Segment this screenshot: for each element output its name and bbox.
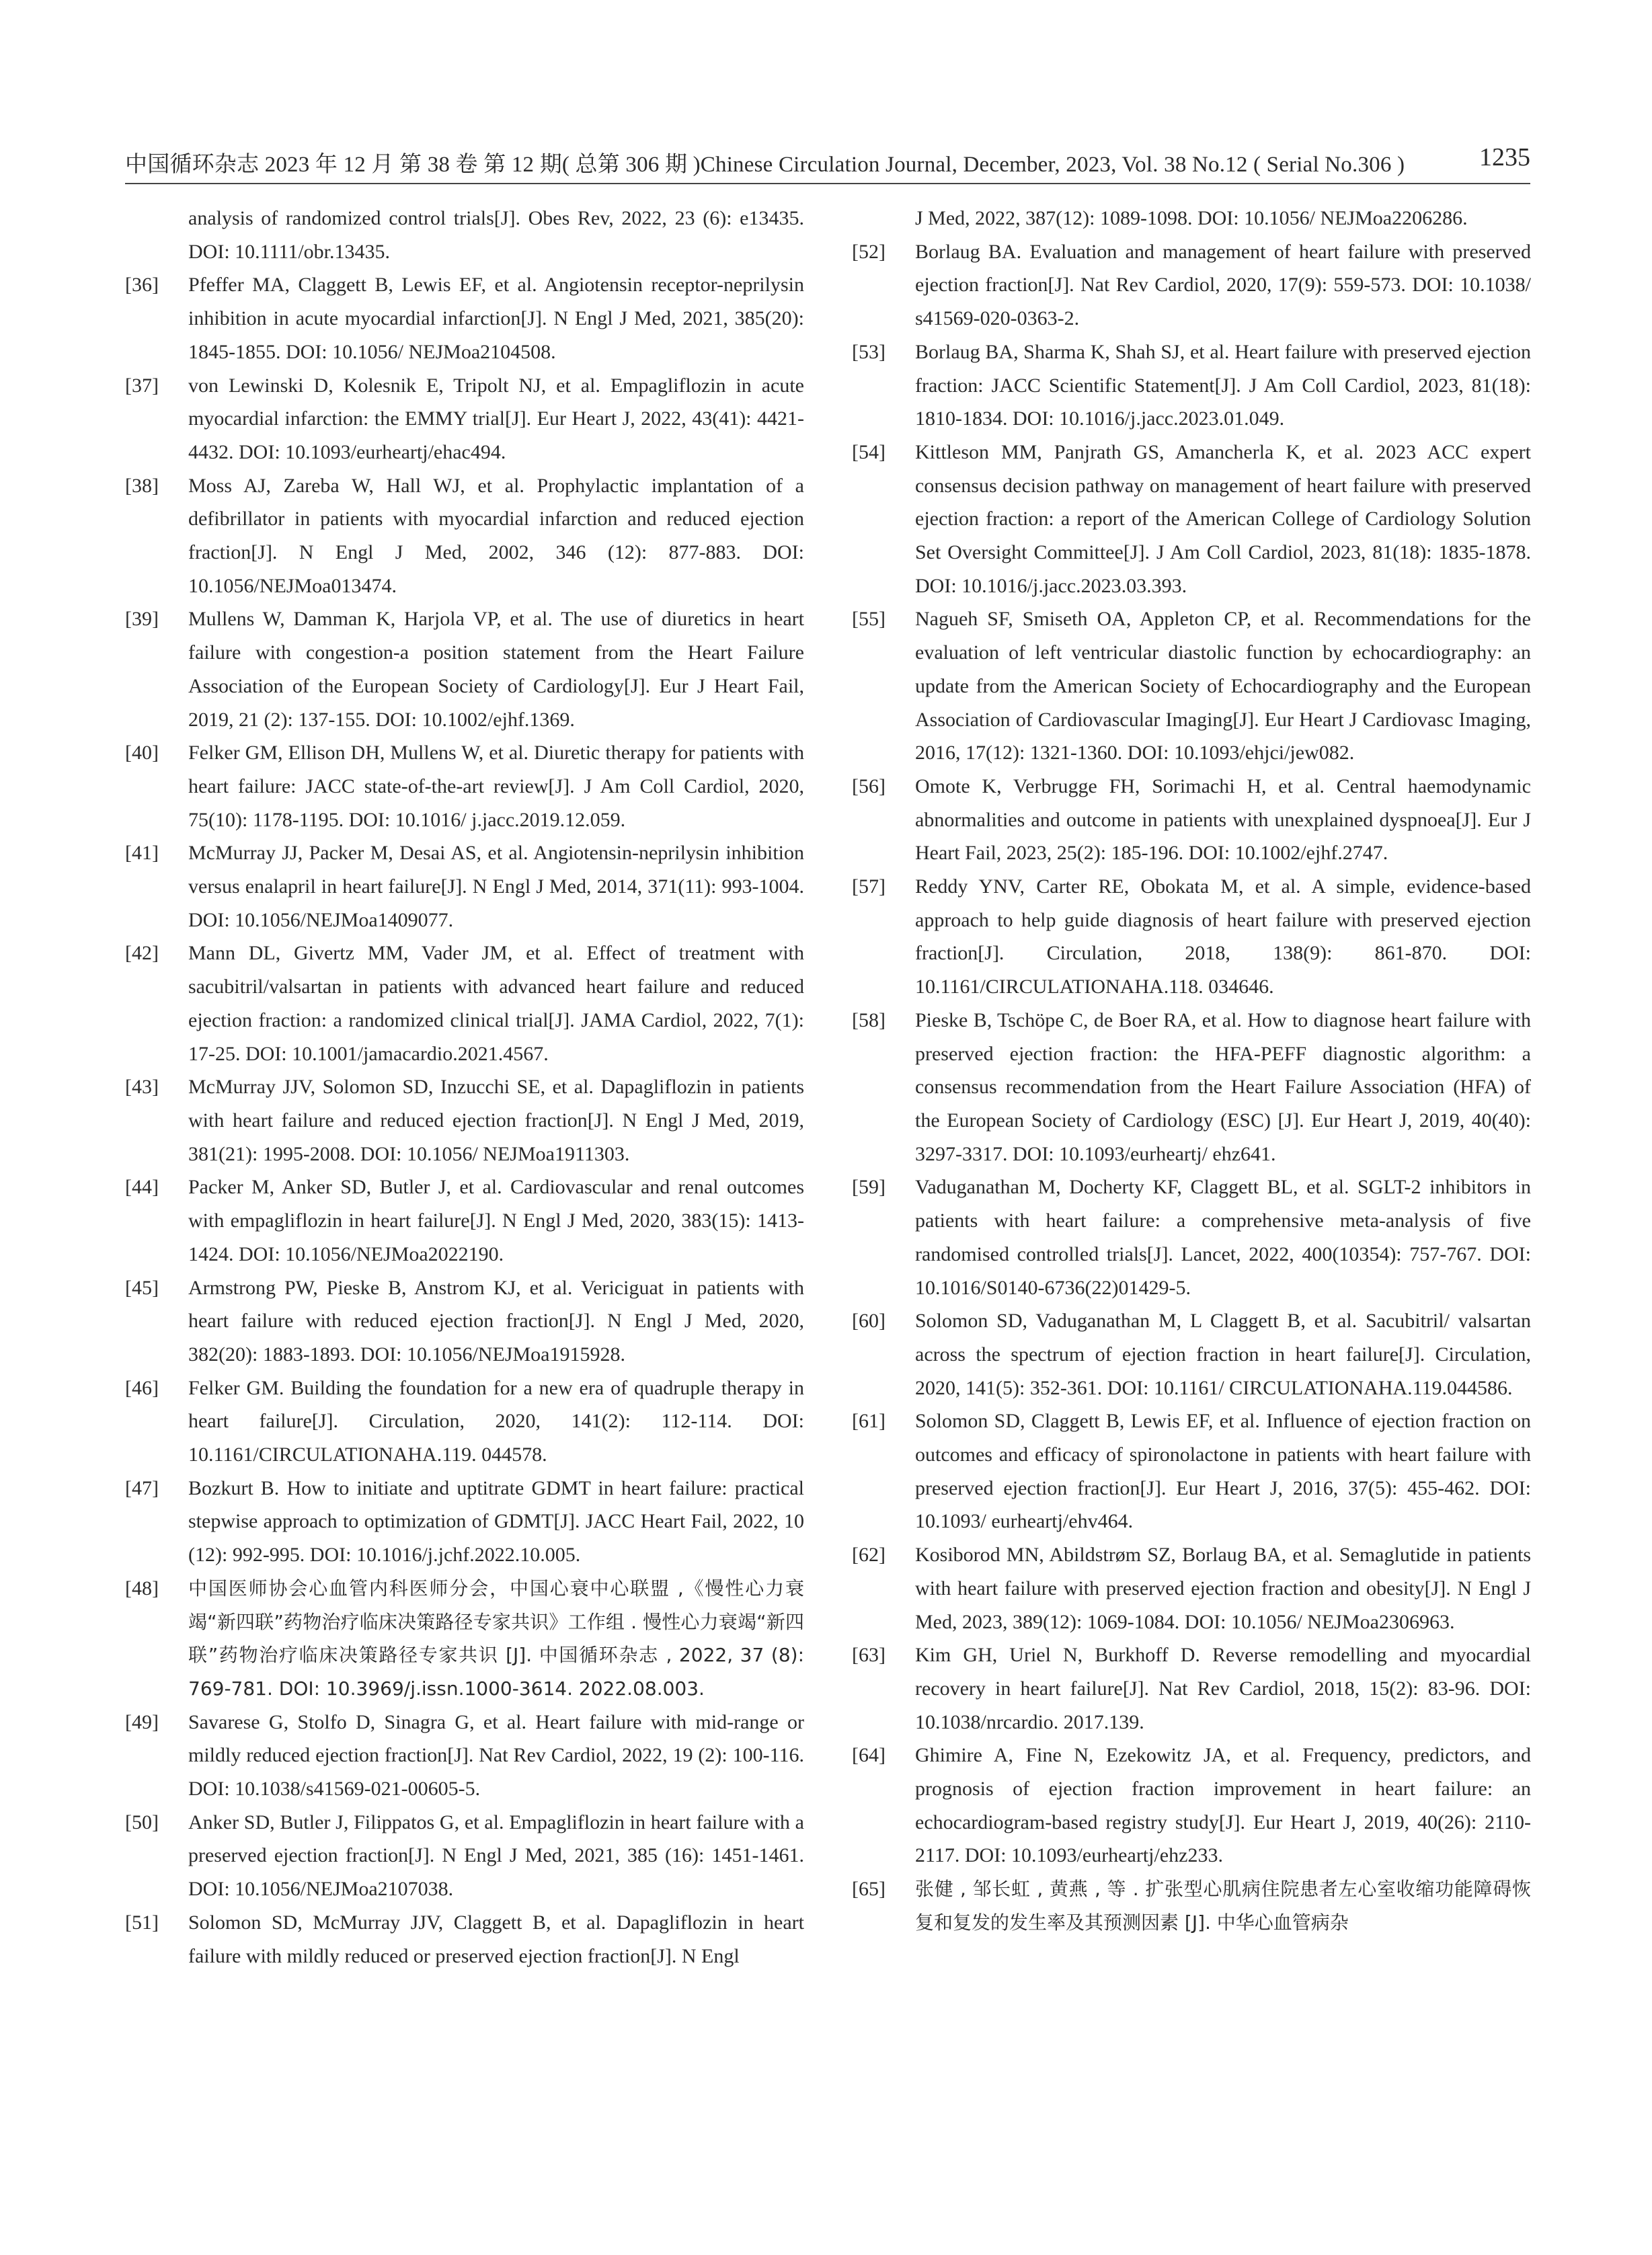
reference-entry (852, 870, 1531, 1004)
reference-number: [46] (125, 1376, 159, 1399)
reference-text: analysis of randomized control trials[J]. Obes Rev, 2022, 23 (6): e13435. DOI: 10.1111/obr.13435. (188, 207, 804, 263)
reference-entry (125, 369, 804, 469)
reference-text: Solomon SD, Vaduganathan M, L Claggett B, et al. Sacubitril/ valsartan across the spectrum of ejection fraction in heart failure[J]. Circulation, 2020, 141(5): 352-361. DOI: 10.1161/ CIRCULATIONAHA.119.044586. (915, 1310, 1531, 1399)
reference-text: J Med, 2022, 387(12): 1089-1098. DOI: 10.1056/ NEJMoa2206286. (915, 207, 1468, 229)
reference-text: Ghimire A, Fine N, Ezekowitz JA, et al. Frequency, predictors, and prognosis of ejection fraction improvement in heart failure: an echocardiogram-based registry study[J]. Eur Heart J, 2019, 40(26): 2110-2117. DOI: 10.1093/eurheartj/ehz233. (915, 1744, 1531, 1867)
reference-number: [60] (852, 1310, 886, 1333)
reference-number: [51] (125, 1911, 159, 1934)
reference-text: Vaduganathan M, Docherty KF, Claggett BL, et al. SGLT-2 inhibitors in patients with heart failure: a comprehensive meta-analysis of five randomised controlled trials[J]. Lancet, 2022, 400(10354): 757-767. DOI: 10.1016/S0140-6736(22)01429-5. (915, 1176, 1531, 1299)
reference-entry (125, 469, 804, 603)
reference-entry (852, 1171, 1531, 1304)
reference-continuation (125, 202, 804, 268)
reference-entry (125, 1472, 804, 1572)
reference-number: [43] (125, 1076, 159, 1099)
reference-number: [48] (125, 1577, 159, 1599)
reference-text: Solomon SD, Claggett B, Lewis EF, et al. Influence of ejection fraction on outcomes and efficacy of spironolactone in patients with heart failure with preserved ejection fraction[J]. Eur Heart J, 2016, 37(5): 455-462. DOI: 10.1093/ eurheartj/ehv464. (915, 1410, 1531, 1533)
reference-entry (125, 1372, 804, 1472)
reference-text: McMurray JJV, Solomon SD, Inzucchi SE, et al. Dapagliflozin in patients with heart failure and reduced ejection fraction[J]. N Engl J Med, 2019, 381(21): 1995-2008. DOI: 10.1056/ NEJMoa1911303. (188, 1076, 804, 1165)
reference-number: [59] (852, 1176, 886, 1199)
reference-number: [37] (125, 374, 159, 397)
reference-text: Kim GH, Uriel N, Burkhoff D. Reverse remodelling and myocardial recovery in heart failure[J]. Nat Rev Cardiol, 2018, 15(2): 83-96. DOI: 10.1038/nrcardio. 2017.139. (915, 1644, 1531, 1733)
reference-number: [44] (125, 1176, 159, 1199)
running-header (125, 143, 1530, 184)
reference-number: [38] (125, 474, 159, 497)
reference-number: [62] (852, 1544, 886, 1567)
reference-entry (852, 1405, 1531, 1538)
page-number: 1235 (1479, 143, 1530, 171)
reference-entry (852, 1538, 1531, 1638)
reference-entry (852, 436, 1531, 603)
reference-entry (852, 1638, 1531, 1739)
reference-entry (852, 1872, 1531, 1939)
reference-entry (852, 1739, 1531, 1872)
reference-text: Felker GM, Ellison DH, Mullens W, et al. Diuretic therapy for patients with heart failure: JACC state-of-the-art review[J]. J Am Coll Cardiol, 2020, 75(10): 1178-1195. DOI: 10.1016/ j.jacc.2019.12.059. (188, 742, 804, 831)
reference-entry (125, 937, 804, 1070)
reference-entry (125, 1706, 804, 1806)
reference-text: Pfeffer MA, Claggett B, Lewis EF, et al. Angiotensin receptor-neprilysin inhibition in acute myocardial infarction[J]. N Engl J Med, 2021, 385(20): 1845-1855. DOI: 10.1056/ NEJMoa2104508. (188, 274, 804, 363)
reference-entry (125, 736, 804, 836)
reference-text: Mann DL, Givertz MM, Vader JM, et al. Effect of treatment with sacubitril/valsartan in patients with advanced heart failure and reduced ejection fraction: a randomized clinical trial[J]. JAMA Cardiol, 2022, 7(1): 17-25. DOI: 10.1001/jamacardio.2021.4567. (188, 942, 804, 1065)
reference-text: Reddy YNV, Carter RE, Obokata M, et al. A simple, evidence-based approach to help guide diagnosis of heart failure with preserved ejection fraction[J]. Circulation, 2018, 138(9): 861-870. DOI: 10.1161/CIRCULATIONAHA.118. 034646. (915, 875, 1531, 998)
reference-number: [57] (852, 875, 886, 898)
reference-number: [49] (125, 1710, 159, 1733)
reference-number: [53] (852, 340, 886, 363)
reference-text: 张健 , 邹长虹 , 黄燕 , 等 . 扩张型心肌病住院患者左心室收缩功能障碍恢复和复发的发生率及其预测因素 [J]. 中华心血管病杂 (915, 1878, 1531, 1934)
reference-text: Savarese G, Stolfo D, Sinagra G, et al. Heart failure with mid-range or mildly reduced ejection fraction[J]. Nat Rev Cardiol, 2022, 19 (2): 100-116. DOI: 10.1038/s41569-021-00605-5. (188, 1710, 804, 1801)
reference-text: Borlaug BA, Sharma K, Shah SJ, et al. Heart failure with preserved ejection fraction: JACC Scientific Statement[J]. J Am Coll Cardiol, 2023, 81(18): 1810-1834. DOI: 10.1016/j.jacc.2023.01.049. (915, 340, 1531, 430)
reference-entry (852, 1004, 1531, 1171)
reference-number: [58] (852, 1008, 886, 1031)
reference-number: [40] (125, 742, 159, 764)
reference-entry (852, 770, 1531, 870)
reference-number: [36] (125, 274, 159, 296)
reference-text: von Lewinski D, Kolesnik E, Tripolt NJ, et al. Empagliflozin in acute myocardial infarction: the EMMY trial[J]. Eur Heart J, 2022, 43(41): 4421-4432. DOI: 10.1093/eurheartj/ehac494. (188, 374, 804, 463)
reference-text: Anker SD, Butler J, Filippatos G, et al. Empagliflozin in heart failure with a preserved ejection fraction[J]. N Engl J Med, 2021, 385 (16): 1451-1461. DOI: 10.1056/NEJMoa2107038. (188, 1811, 804, 1901)
reference-text: Kosiborod MN, Abildstrøm SZ, Borlaug BA, et al. Semaglutide in patients with heart failure with preserved ejection fraction and obesity[J]. N Engl J Med, 2023, 389(12): 1069-1084. DOI: 10.1056/ NEJMoa2306963. (915, 1544, 1531, 1633)
reference-text: Omote K, Verbrugge FH, Sorimachi H, et al. Central haemodynamic abnormalities and outcome in patients with unexplained dyspnoea[J]. Eur J Heart Fail, 2023, 25(2): 185-196. DOI: 10.1002/ejhf.2747. (915, 775, 1531, 865)
reference-entry (125, 1070, 804, 1171)
reference-text: 中国医师协会心血管内科医师分会，中国心衰中心联盟 ,《慢性心力衰竭“新四联”药物治疗临床决策路径专家共识》工作组 . 慢性心力衰竭“新四联”药物治疗临床决策路径专家共识 [J]. 中国循环杂志 , 2022, 37 (8): 769-781. DOI: 10.3969/j.issn.1000-3614. 2022.08.003. (188, 1577, 804, 1700)
reference-entry (125, 1271, 804, 1372)
reference-number: [39] (125, 608, 159, 631)
reference-text: Armstrong PW, Pieske B, Anstrom KJ, et al. Vericiguat in patients with heart failure with reduced ejection fraction[J]. N Engl J Med, 2020, 382(20): 1883-1893. DOI: 10.1056/NEJMoa1915928. (188, 1276, 804, 1366)
reference-number: [41] (125, 842, 159, 865)
reference-entry (852, 602, 1531, 770)
reference-number: [50] (125, 1811, 159, 1833)
reference-number: [56] (852, 775, 886, 797)
right-column (852, 202, 1531, 1940)
reference-number: [55] (852, 608, 886, 631)
reference-entry (125, 602, 804, 736)
reference-number: [65] (852, 1878, 886, 1901)
reference-entry (125, 1171, 804, 1271)
reference-text: Solomon SD, McMurray JJV, Claggett B, et al. Dapagliflozin in heart failure with mildly reduced or preserved ejection fraction[J]. N Engl (188, 1911, 804, 1967)
reference-number: [52] (852, 240, 886, 263)
reference-number: [64] (852, 1744, 886, 1767)
reference-text: Borlaug BA. Evaluation and management of heart failure with preserved ejection fraction[J]. Nat Rev Cardiol, 2020, 17(9): 559-573. DOI: 10.1038/ s41569-020-0363-2. (915, 240, 1531, 330)
reference-text: Pieske B, Tschöpe C, de Boer RA, et al. How to diagnose heart failure with preserved ejection fraction: the HFA-PEFF diagnostic algorithm: a consensus recommendation from the Heart Failure Association (HFA) of the European Society of Cardiology (ESC) [J]. Eur Heart J, 2019, 40(40): 3297-3317. DOI: 10.1093/eurheartj/ ehz641. (915, 1008, 1531, 1165)
reference-text: Felker GM. Building the foundation for a new era of quadruple therapy in heart failure[J]. Circulation, 2020, 141(2): 112-114. DOI: 10.1161/CIRCULATIONAHA.119. 044578. (188, 1376, 804, 1466)
reference-entry (852, 1304, 1531, 1405)
reference-continuation (852, 202, 1531, 235)
reference-text: Bozkurt B. How to initiate and uptitrate GDMT in heart failure: practical stepwise approach to optimization of GDMT[J]. JACC Heart Fail, 2022, 10 (12): 992-995. DOI: 10.1016/j.jchf.2022.10.005. (188, 1476, 804, 1567)
reference-number: [54] (852, 440, 886, 463)
reference-number: [61] (852, 1410, 886, 1433)
reference-entry (125, 836, 804, 937)
reference-entry (852, 335, 1531, 436)
left-column (125, 202, 804, 1973)
reference-number: [63] (852, 1644, 886, 1667)
reference-number: [45] (125, 1276, 159, 1299)
reference-text: Nagueh SF, Smiseth OA, Appleton CP, et al. Recommendations for the evaluation of left ventricular diastolic function by echocardiography: an update from the American Society of Echocardiography and the European Association of Cardiovascular Imaging[J]. Eur Heart J Cardiovasc Imaging, 2016, 17(12): 1321-1360. DOI: 10.1093/ehjci/jew082. (915, 608, 1531, 764)
reference-entry (852, 235, 1531, 335)
reference-entry (125, 1572, 804, 1706)
reference-entry (125, 1906, 804, 1973)
reference-number: [47] (125, 1476, 159, 1499)
reference-text: Packer M, Anker SD, Butler J, et al. Cardiovascular and renal outcomes with empagliflozin in heart failure[J]. N Engl J Med, 2020, 383(15): 1413-1424. DOI: 10.1056/NEJMoa2022190. (188, 1176, 804, 1265)
reference-number: [42] (125, 942, 159, 965)
reference-text: McMurray JJ, Packer M, Desai AS, et al. Angiotensin-neprilysin inhibition versus enalapril in heart failure[J]. N Engl J Med, 2014, 371(11): 993-1004. DOI: 10.1056/NEJMoa1409077. (188, 842, 804, 931)
reference-text: Moss AJ, Zareba W, Hall WJ, et al. Prophylactic implantation of a defibrillator in patients with myocardial infarction and reduced ejection fraction[J]. N Engl J Med, 2002, 346 (12): 877-883. DOI: 10.1056/NEJMoa013474. (188, 474, 804, 597)
journal-info: 中国循环杂志 2023 年 12 月 第 38 卷 第 12 期( 总第 306 期 )Chinese Circulation Journal, December, 2023, Vol. 38 No.12 ( Serial No.306 ) (125, 153, 1405, 177)
reference-entry (125, 268, 804, 368)
reference-text: Kittleson MM, Panjrath GS, Amancherla K, et al. 2023 ACC expert consensus decision pathway on management of heart failure with preserved ejection fraction: a report of the American College of Cardiology Solution Set Oversight Committee[J]. J Am Coll Cardiol, 2023, 81(18): 1835-1878. DOI: 10.1016/j.jacc.2023.03.393. (915, 440, 1531, 597)
reference-entry (125, 1806, 804, 1906)
reference-text: Mullens W, Damman K, Harjola VP, et al. The use of diuretics in heart failure with congestion-a position statement from the Heart Failure Association of the European Society of Cardiology[J]. Eur J Heart Fail, 2019, 21 (2): 137-155. DOI: 10.1002/ejhf.1369. (188, 608, 804, 731)
